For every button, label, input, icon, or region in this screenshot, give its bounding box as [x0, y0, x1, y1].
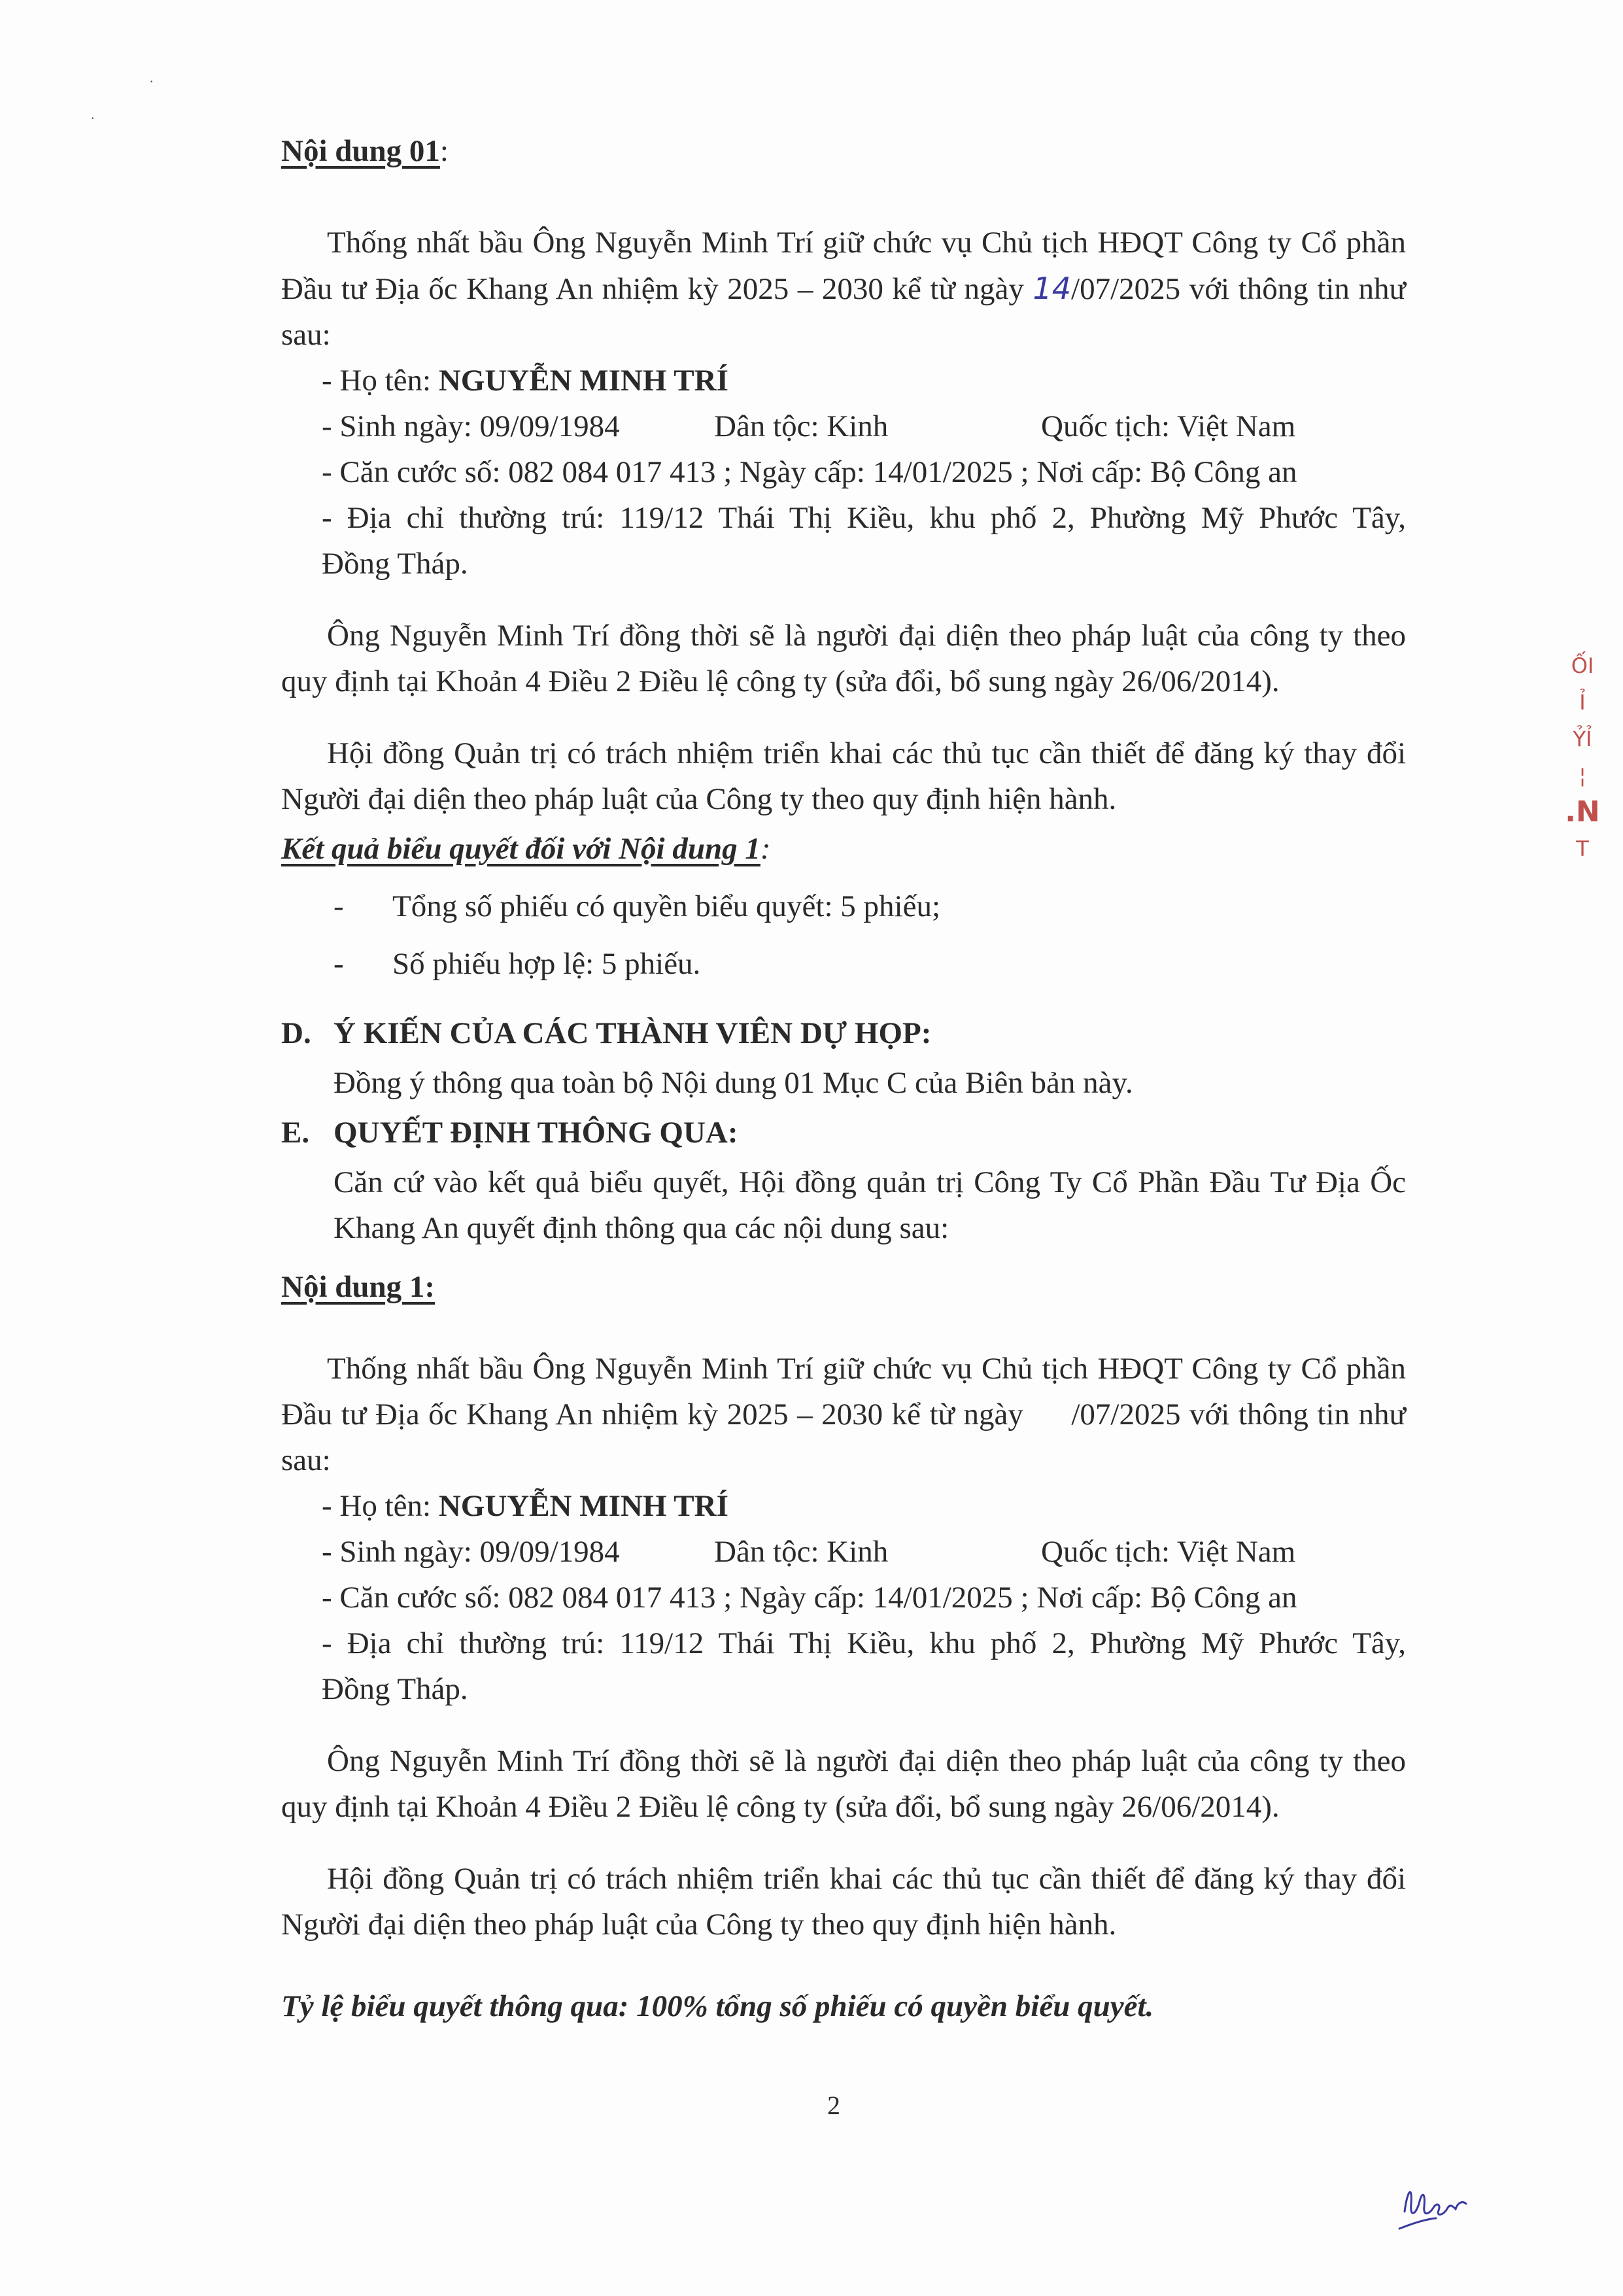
section-d-body: Đồng ý thông qua toàn bộ Nội dung 01 Mục C của Biên bản này.	[333, 1066, 1133, 1100]
birth-ethnic-nationality-row: - Sinh ngày: 09/09/1984 Dân tộc: Kinh Quốc tịch: Việt Nam	[322, 409, 1296, 443]
content-1-paragraph-2: Ông Nguyễn Minh Trí đồng thời sẽ là người đại diện theo pháp luật của công ty theo quy định tại Khoản 4 Điều 2 Điều lệ công ty (sửa đổi, bổ sung ngày 26/06/2014).	[281, 1744, 1406, 1824]
content-01-paragraph-2: Ông Nguyễn Minh Trí đồng thời sẽ là người đại diện theo pháp luật của công ty theo quy định tại Khoản 4 Điều 2 Điều lệ công ty (sửa đổi, bổ sung ngày 26/06/2014).	[281, 619, 1406, 698]
name-line: - Họ tên: NGUYỄN MINH TRÍ	[322, 1489, 728, 1523]
approval-ratio: Tỷ lệ biểu quyết thông qua: 100% tổng số phiếu có quyền biểu quyết.	[281, 1989, 1154, 2023]
section-d-heading: D. Ý KIẾN CỦA CÁC THÀNH VIÊN DỰ HỌP:	[281, 1016, 932, 1050]
address-line-2: Đồng Tháp.	[322, 1672, 468, 1706]
id-card-line: - Căn cước số: 082 084 017 413 ; Ngày cấp: 14/01/2025 ; Nơi cấp: Bộ Công an	[322, 1581, 1297, 1615]
id-card-line: - Căn cước số: 082 084 017 413 ; Ngày cấp: 14/01/2025 ; Nơi cấp: Bộ Công an	[322, 455, 1297, 489]
address-line: - Địa chỉ thường trú: 119/12 Thái Thị Kiều, khu phố 2, Phường Mỹ Phước Tây,	[322, 1626, 1406, 1660]
section-e-heading: E. QUYẾT ĐỊNH THÔNG QUA:	[281, 1116, 738, 1150]
bullet-valid-votes: - Số phiếu hợp lệ: 5 phiếu.	[333, 947, 701, 981]
name-line: - Họ tên: NGUYỄN MINH TRÍ	[322, 364, 728, 398]
content-01-heading: Nội dung 01:	[281, 134, 449, 168]
scan-speck: ·	[149, 73, 154, 90]
content-1-paragraph-1: Thống nhất bầu Ông Nguyễn Minh Trí giữ chức vụ Chủ tịch HĐQT Công ty Cổ phần Đầu tư Địa ốc Khang An nhiệm kỳ 2025 – 2030 kể từ ngày /07/2025 với thông tin như sau:	[281, 1352, 1406, 1477]
document-body	[281, 128, 1406, 2029]
birth-ethnic-nationality-row: - Sinh ngày: 09/09/1984 Dân tộc: Kinh Quốc tịch: Việt Nam	[322, 1535, 1296, 1569]
content-01-paragraph-3: Hội đồng Quản trị có trách nhiệm triển khai các thủ tục cần thiết để đăng ký thay đổi Người đại diện theo pháp luật của Công ty theo quy định hiện hành.	[281, 736, 1406, 816]
handwritten-day: 14	[1033, 271, 1072, 306]
bullet-total-votes: - Tổng số phiếu có quyền biểu quyết: 5 phiếu;	[333, 889, 941, 923]
content-1-paragraph-3: Hội đồng Quản trị có trách nhiệm triển khai các thủ tục cần thiết để đăng ký thay đổi Người đại diện theo pháp luật của Công ty theo quy định hiện hành.	[281, 1862, 1406, 1942]
page-number: 2	[827, 2091, 840, 2120]
scan-speck: ·	[90, 110, 95, 126]
section-e-body: Căn cứ vào kết quả biểu quyết, Hội đồng quản trị Công Ty Cổ Phần Đầu Tư Địa Ốc Khang An quyết định thông qua các nội dung sau:	[333, 1165, 1406, 1245]
signature-initials	[1393, 2178, 1484, 2240]
signature-mark	[1393, 2178, 1484, 2236]
content-01-paragraph-1: Thống nhất bầu Ông Nguyễn Minh Trí giữ chức vụ Chủ tịch HĐQT Công ty Cổ phần Đầu tư Địa ốc Khang An nhiệm kỳ 2025 – 2030 kể từ ngày 14/07/2025 với thông tin như sau:	[281, 226, 1406, 352]
content-1-heading: Nội dung 1:	[281, 1270, 436, 1304]
stamp-edge-fragment: ỐI Ỉ ỶỈ ¦ .N T	[1565, 653, 1600, 861]
vote-result-heading: Kết quả biểu quyết đối với Nội dung 1:	[281, 832, 771, 866]
address-line: - Địa chỉ thường trú: 119/12 Thái Thị Kiều, khu phố 2, Phường Mỹ Phước Tây,	[322, 501, 1406, 535]
address-line-2: Đồng Tháp.	[322, 547, 468, 581]
